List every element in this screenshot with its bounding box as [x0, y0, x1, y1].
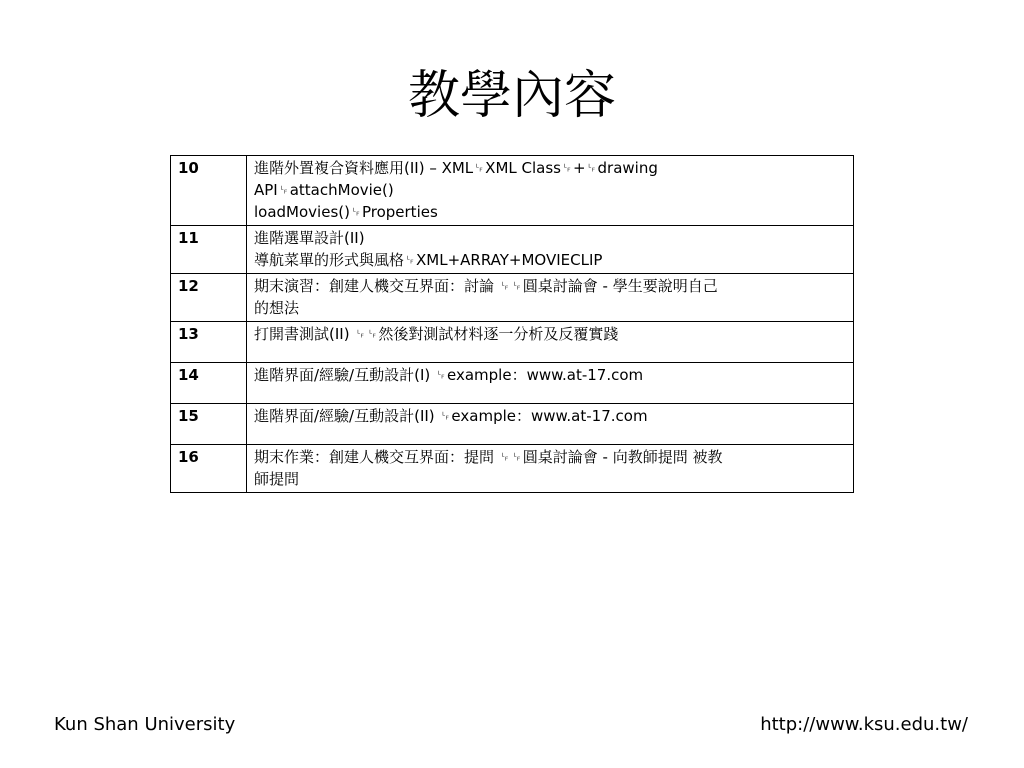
- footer-url: http://www.ksu.edu.tw/: [760, 714, 968, 735]
- table-row: [171, 445, 854, 493]
- content-cell: 進階界面/經驗/互動設計(II) ␊example：www.at-17.com: [247, 404, 854, 445]
- content-cell: 期末作業：創建人機交互界面：提問 ␊␊圓桌討論會 - 向教師提問 被教 師提問: [247, 445, 854, 493]
- table-row: [171, 404, 854, 445]
- week-number-cell: 12: [171, 274, 247, 322]
- content-cell: 進階外置複合資料應用(II) – XML␊XML Class␊+␊drawing API␊attachMovie() loadMovies()␊Properties: [247, 156, 854, 226]
- table-row: [171, 226, 854, 274]
- week-number-cell: 10: [171, 156, 247, 226]
- course-schedule-table: [170, 155, 854, 493]
- table-row: [171, 363, 854, 404]
- week-number-cell: 16: [171, 445, 247, 493]
- table-row: [171, 156, 854, 226]
- table-row: [171, 274, 854, 322]
- week-number-cell: 13: [171, 322, 247, 363]
- content-cell: 進階選單設計(II) 導航菜單的形式與風格␊XML+ARRAY+MOVIECLIP: [247, 226, 854, 274]
- week-number-cell: 14: [171, 363, 247, 404]
- content-cell: 打開書測試(II) ␊␊然後對測試材料逐一分析及反覆實踐: [247, 322, 854, 363]
- content-cell: 進階界面/經驗/互動設計(I) ␊example：www.at-17.com: [247, 363, 854, 404]
- content-cell: 期末演習：創建人機交互界面：討論 ␊␊圓桌討論會 - 學生要說明自己 的想法: [247, 274, 854, 322]
- slide-title: 教學內容: [407, 66, 616, 126]
- week-number-cell: 11: [171, 226, 247, 274]
- table-row: [171, 322, 854, 363]
- week-number-cell: 15: [171, 404, 247, 445]
- footer-university-name: Kun Shan University: [54, 714, 236, 735]
